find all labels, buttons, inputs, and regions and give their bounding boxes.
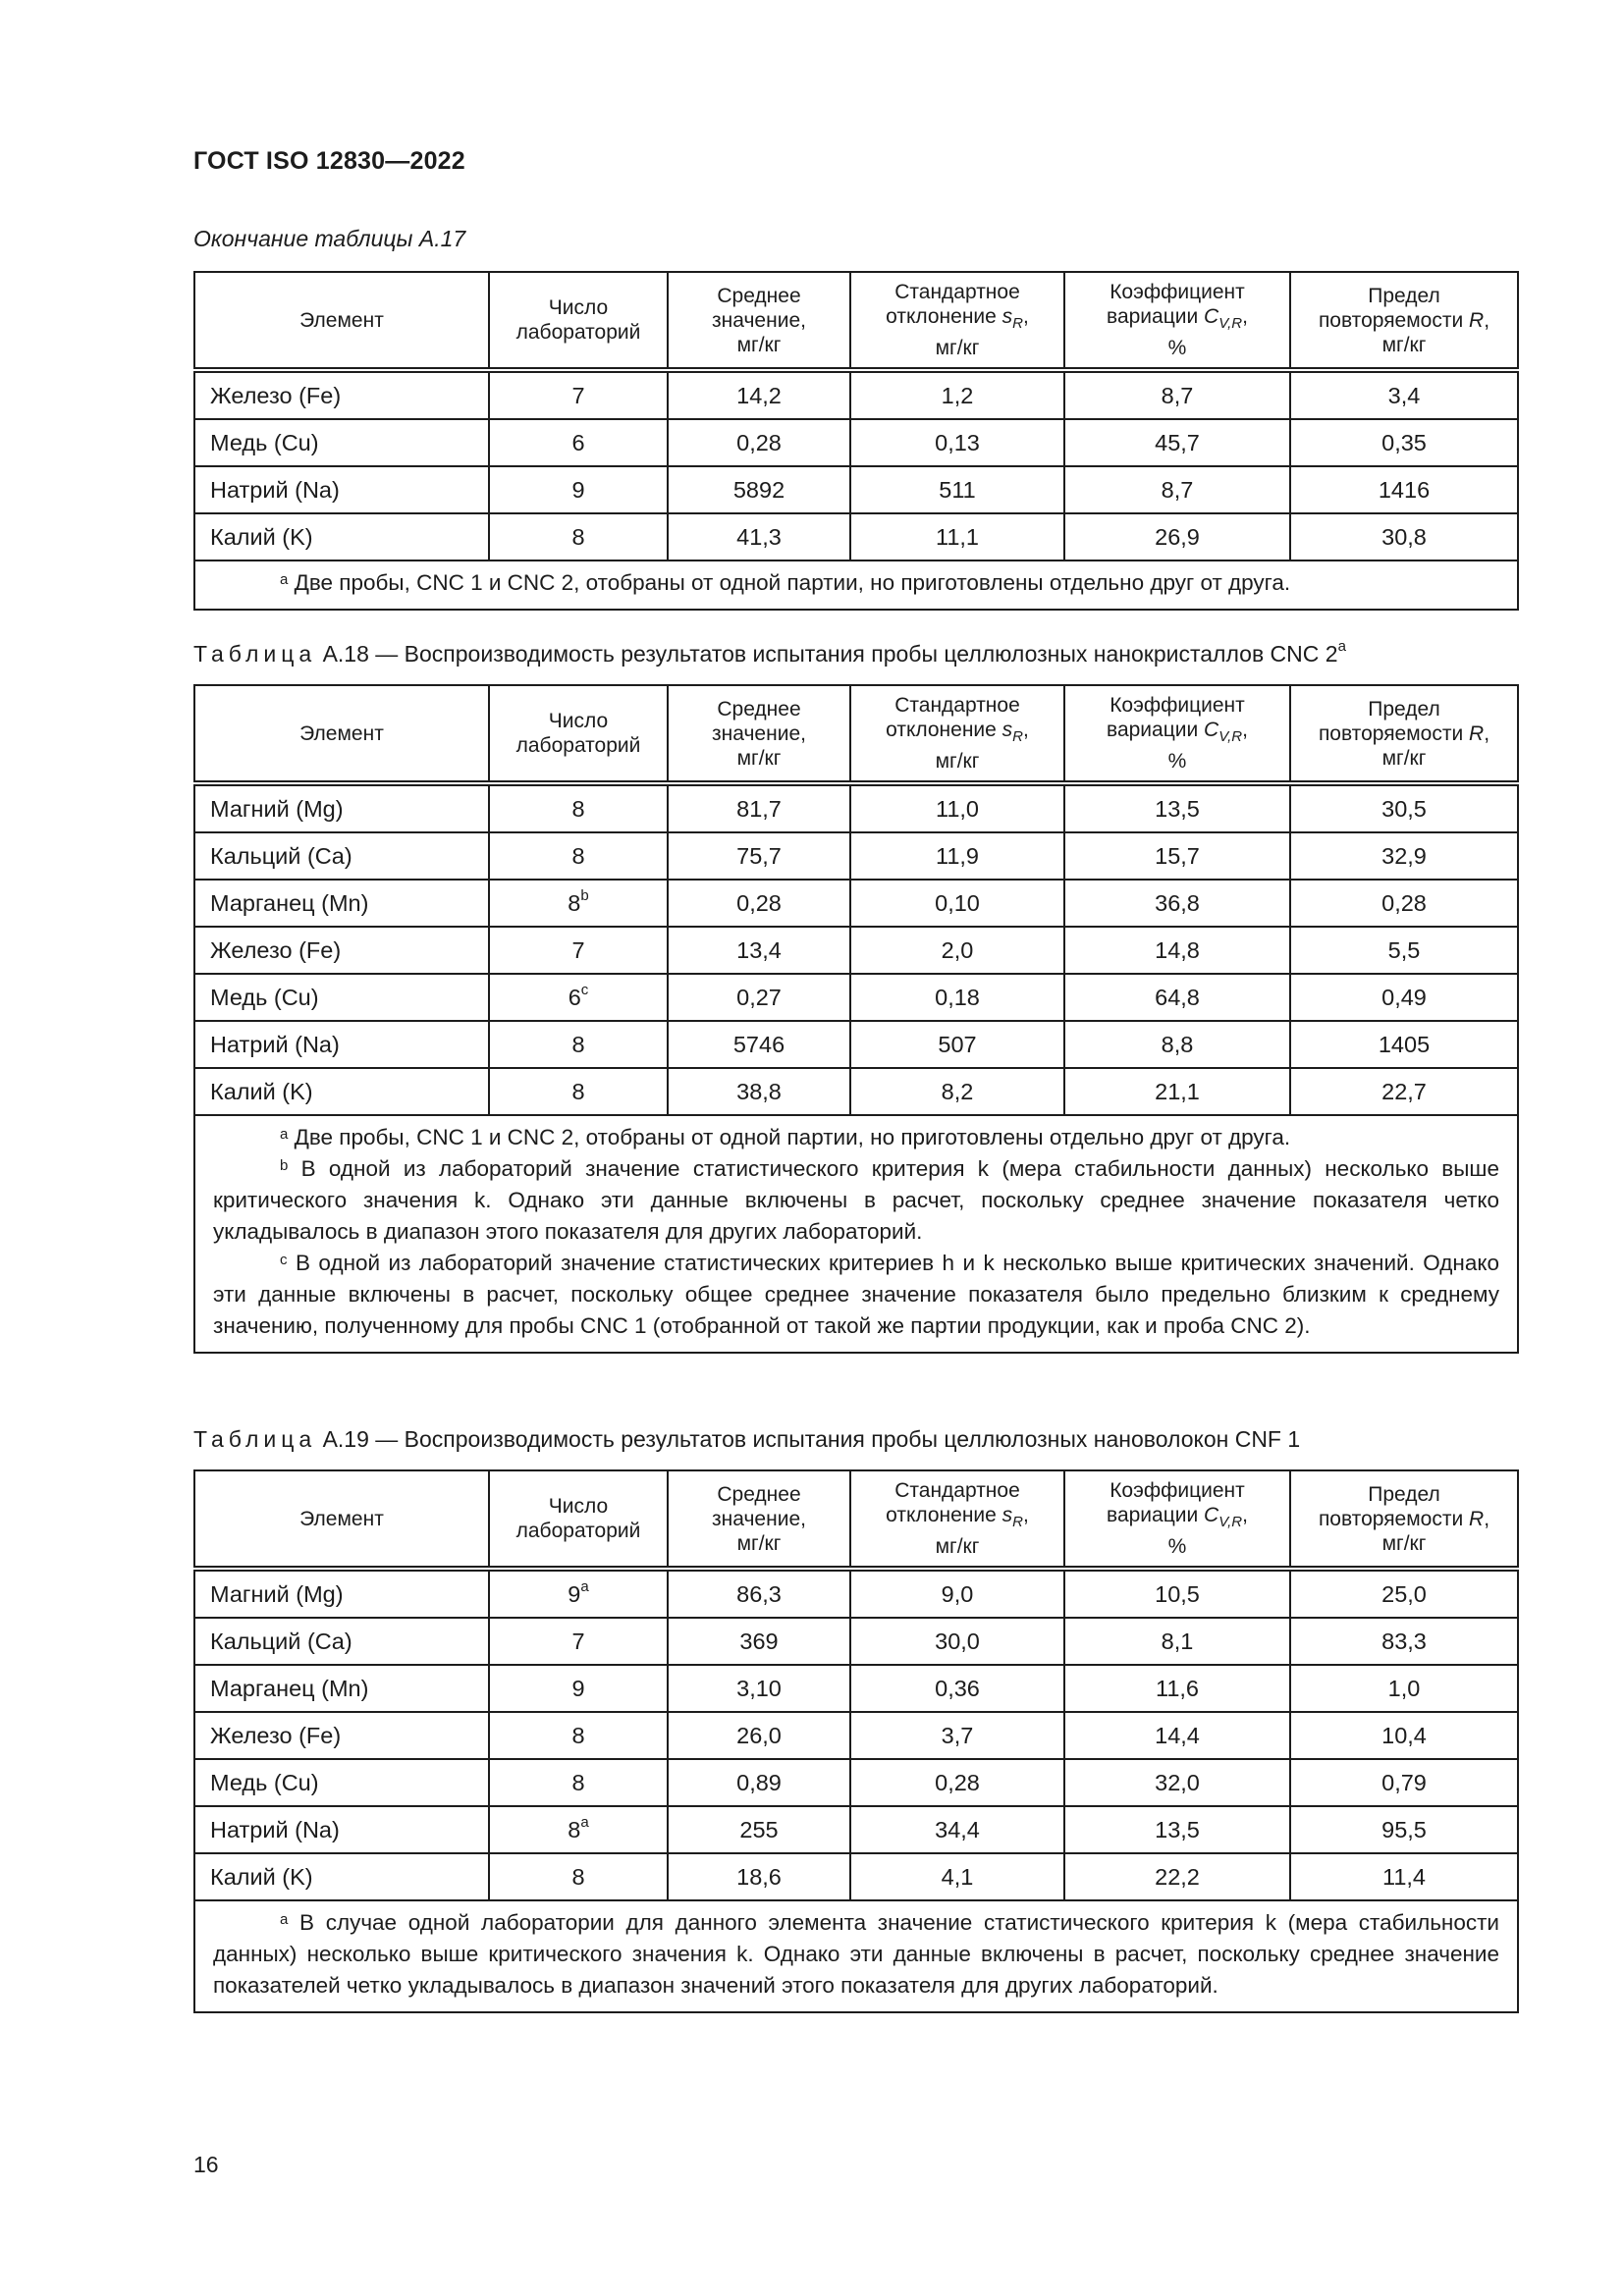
- cell-sd: 34,4: [850, 1806, 1064, 1853]
- col-labs: [489, 685, 668, 783]
- col-element: [194, 685, 489, 783]
- col-rep: [1290, 272, 1518, 370]
- cell-labs: [489, 466, 668, 513]
- labs-value: 8: [571, 523, 585, 550]
- col-label: Число: [548, 296, 609, 319]
- col-label: %: [1167, 337, 1187, 360]
- cell-sd: 9,0: [850, 1569, 1064, 1618]
- col-label: ,: [1023, 1503, 1029, 1526]
- col-label: отклонение: [886, 1503, 1002, 1526]
- col-label: ,: [1023, 304, 1029, 328]
- footnote: [213, 1122, 1499, 1153]
- col-label: вариации: [1107, 718, 1205, 741]
- cell-sd: 0,36: [850, 1665, 1064, 1712]
- col-label: Среднее: [717, 284, 801, 307]
- col-label: ,: [1242, 718, 1248, 741]
- cell-mean: 75,7: [668, 832, 850, 880]
- footnote: [213, 1153, 1499, 1248]
- labs-value: 8: [571, 1722, 585, 1748]
- cell-sd: 507: [850, 1021, 1064, 1068]
- labs-value: 7: [571, 1628, 585, 1654]
- footnote-text: В одной из лабораторий значение статистических критериев h и k несколько выше критических значений. Однако эти данные включены в расчет, поскольку общее среднее значение показателя было предельно близким к среднему значению, полученному для пробы CNC 1 (отобранной от такой же партии продукции, как и проба CNC 2).: [213, 1251, 1499, 1338]
- cell-mean: 0,89: [668, 1759, 850, 1806]
- col-label: мг/кг: [736, 333, 782, 356]
- cell-mean: 3,10: [668, 1665, 850, 1712]
- col-symbol: s: [1001, 1503, 1013, 1526]
- cell-element: Медь (Cu): [194, 1759, 489, 1806]
- col-symbol: R: [1469, 1507, 1485, 1530]
- header-row: [194, 272, 1518, 370]
- table-a19: [193, 1469, 1519, 2013]
- cell-sd: 11,1: [850, 513, 1064, 561]
- cell-element: Железо (Fe): [194, 927, 489, 974]
- footnote: [213, 1248, 1499, 1342]
- table-a17: [193, 271, 1519, 611]
- notes-row: [194, 1900, 1518, 2012]
- cell-cv: 22,2: [1064, 1853, 1290, 1900]
- labs-value: 7: [571, 936, 585, 963]
- cell-sd: 3,7: [850, 1712, 1064, 1759]
- col-label: вариации: [1107, 1503, 1205, 1526]
- cell-labs: [489, 370, 668, 419]
- cell-sd: 30,0: [850, 1618, 1064, 1665]
- cell-cv: 8,8: [1064, 1021, 1290, 1068]
- col-subscript: V,R: [1218, 315, 1243, 333]
- col-subscript: R: [1012, 1514, 1024, 1531]
- cell-sd: 0,18: [850, 974, 1064, 1021]
- col-label: мг/кг: [1381, 746, 1427, 770]
- footnote-mark: b: [280, 1157, 289, 1174]
- col-label: повторяемости: [1318, 308, 1470, 332]
- footnote-mark: b: [580, 886, 589, 904]
- labs-value: 8: [571, 1769, 585, 1795]
- col-label: Коэффициент: [1110, 280, 1245, 303]
- col-subscript: V,R: [1218, 1514, 1243, 1531]
- col-label: мг/кг: [1381, 333, 1427, 356]
- notes-row: [194, 561, 1518, 610]
- cell-element: Магний (Mg): [194, 783, 489, 832]
- footnote-text: В одной из лабораторий значение статистического критерия k (мера стабильности данных) несколько выше критического значения k. Однако эти данные включены в расчет, поскольку среднее значение показателя четко укладывалось в диапазон этого показателя для других лабораторий.: [213, 1156, 1499, 1244]
- cell-mean: 81,7: [668, 783, 850, 832]
- col-label: значение,: [712, 308, 806, 332]
- cell-rep: 1416: [1290, 466, 1518, 513]
- cell-element: Натрий (Na): [194, 466, 489, 513]
- cell-cv: 15,7: [1064, 832, 1290, 880]
- col-label: Предел: [1368, 284, 1440, 307]
- labs-value: 8: [571, 842, 585, 869]
- cell-element: Кальций (Ca): [194, 832, 489, 880]
- cell-mean: 0,28: [668, 880, 850, 927]
- cell-element: Медь (Cu): [194, 419, 489, 466]
- col-label: повторяемости: [1318, 1507, 1470, 1530]
- footnote: [213, 567, 1499, 599]
- table-row: [194, 1853, 1518, 1900]
- col-label: Среднее: [717, 697, 801, 721]
- table-row: [194, 1806, 1518, 1853]
- cell-rep: 0,79: [1290, 1759, 1518, 1806]
- col-cv: [1064, 272, 1290, 370]
- col-rep: [1290, 1470, 1518, 1569]
- cell-labs: [489, 1853, 668, 1900]
- cell-rep: 30,8: [1290, 513, 1518, 561]
- table-row: [194, 927, 1518, 974]
- cell-mean: 41,3: [668, 513, 850, 561]
- col-rep: [1290, 685, 1518, 783]
- cell-rep: 0,28: [1290, 880, 1518, 927]
- cell-cv: 13,5: [1064, 783, 1290, 832]
- labs-value: 8: [571, 795, 585, 822]
- footnote-mark: a: [580, 1813, 589, 1831]
- cell-cv: 64,8: [1064, 974, 1290, 1021]
- cell-sd: 0,10: [850, 880, 1064, 927]
- col-label: Стандартное: [894, 280, 1020, 303]
- labs-value: 9: [568, 1580, 581, 1607]
- cell-rep: 5,5: [1290, 927, 1518, 974]
- col-label: лабораторий: [515, 321, 641, 344]
- header-row: [194, 1470, 1518, 1569]
- cell-labs: [489, 1712, 668, 1759]
- cell-rep: 1405: [1290, 1021, 1518, 1068]
- table-row: [194, 832, 1518, 880]
- cell-rep: 0,35: [1290, 419, 1518, 466]
- cell-sd: 511: [850, 466, 1064, 513]
- footnote-mark: a: [580, 1577, 589, 1595]
- cell-mean: 13,4: [668, 927, 850, 974]
- cell-sd: 4,1: [850, 1853, 1064, 1900]
- cell-labs: [489, 1665, 668, 1712]
- page-number: 16: [193, 2152, 219, 2177]
- cell-labs: [489, 513, 668, 561]
- cell-mean: 369: [668, 1618, 850, 1665]
- col-label: мг/кг: [1381, 1531, 1427, 1555]
- footnotes: [194, 1900, 1518, 2012]
- col-subscript: R: [1012, 728, 1024, 746]
- col-symbol: R: [1469, 308, 1485, 332]
- header-row: [194, 685, 1518, 783]
- col-subscript: V,R: [1218, 728, 1243, 746]
- cell-cv: 11,6: [1064, 1665, 1290, 1712]
- labs-value: 8: [571, 1031, 585, 1057]
- col-label: %: [1167, 750, 1187, 774]
- col-label: ,: [1023, 718, 1029, 741]
- cell-element: Калий (K): [194, 513, 489, 561]
- col-subscript: R: [1012, 315, 1024, 333]
- cell-cv: 8,7: [1064, 370, 1290, 419]
- cell-mean: 5746: [668, 1021, 850, 1068]
- col-symbol: C: [1204, 718, 1219, 741]
- col-element: [194, 1470, 489, 1569]
- cell-rep: 3,4: [1290, 370, 1518, 419]
- cell-sd: 8,2: [850, 1068, 1064, 1115]
- col-label: лабораторий: [515, 734, 641, 757]
- footnotes: [194, 561, 1518, 610]
- col-label: повторяемости: [1318, 721, 1470, 745]
- labs-value: 8: [568, 1816, 581, 1842]
- cell-labs: [489, 1618, 668, 1665]
- caption-footnote-mark: a: [1337, 638, 1346, 655]
- col-cv: [1064, 1470, 1290, 1569]
- col-label: ,: [1242, 304, 1248, 328]
- cell-cv: 8,1: [1064, 1618, 1290, 1665]
- col-label: ,: [1484, 721, 1490, 745]
- cell-labs: [489, 974, 668, 1021]
- col-label: Элемент: [299, 308, 384, 332]
- table-row: [194, 1712, 1518, 1759]
- cell-labs: [489, 1021, 668, 1068]
- cell-mean: 14,2: [668, 370, 850, 419]
- table-row: [194, 1665, 1518, 1712]
- cell-mean: 86,3: [668, 1569, 850, 1618]
- table-row: [194, 1759, 1518, 1806]
- footnote-text: Две пробы, CNC 1 и CNC 2, отобраны от одной партии, но приготовлены отдельно друг от друга.: [288, 570, 1291, 595]
- table-row: [194, 783, 1518, 832]
- cell-sd: 11,0: [850, 783, 1064, 832]
- col-label: Элемент: [299, 721, 384, 745]
- cell-cv: 26,9: [1064, 513, 1290, 561]
- footnote-mark: c: [580, 981, 589, 998]
- cell-element: Магний (Mg): [194, 1569, 489, 1618]
- cell-labs: [489, 1759, 668, 1806]
- cell-rep: 22,7: [1290, 1068, 1518, 1115]
- col-sd: [850, 272, 1064, 370]
- cell-element: Калий (K): [194, 1068, 489, 1115]
- cell-element: Медь (Cu): [194, 974, 489, 1021]
- cell-mean: 0,27: [668, 974, 850, 1021]
- cell-element: Марганец (Mn): [194, 1665, 489, 1712]
- caption-word: Таблица: [193, 641, 317, 667]
- col-sd: [850, 685, 1064, 783]
- table-row: [194, 370, 1518, 419]
- col-label: ,: [1242, 1503, 1248, 1526]
- caption-text: А.18 — Воспроизводимость результатов испытания пробы целлюлозных нанокристаллов CNC 2: [316, 641, 1338, 667]
- cell-labs: [489, 1569, 668, 1618]
- col-cv: [1064, 685, 1290, 783]
- cell-cv: 14,4: [1064, 1712, 1290, 1759]
- cell-cv: 45,7: [1064, 419, 1290, 466]
- table-row: [194, 466, 1518, 513]
- table-a18-caption: [193, 638, 1346, 667]
- col-sd: [850, 1470, 1064, 1569]
- cell-labs: [489, 927, 668, 974]
- cell-mean: 255: [668, 1806, 850, 1853]
- col-label: мг/кг: [736, 746, 782, 770]
- col-label: Элемент: [299, 1507, 384, 1530]
- col-label: Предел: [1368, 1482, 1440, 1506]
- col-symbol: R: [1469, 721, 1485, 745]
- labs-value: 8: [571, 1863, 585, 1890]
- labs-value: 7: [571, 382, 585, 408]
- table-a19-caption: [193, 1426, 1300, 1453]
- col-label: лабораторий: [515, 1520, 641, 1542]
- cell-element: Железо (Fe): [194, 1712, 489, 1759]
- table-row: [194, 513, 1518, 561]
- labs-value: 6: [568, 984, 581, 1010]
- cell-mean: 18,6: [668, 1853, 850, 1900]
- col-label: Стандартное: [894, 1478, 1020, 1502]
- col-label: мг/кг: [935, 750, 980, 774]
- cell-labs: [489, 880, 668, 927]
- cell-sd: 0,13: [850, 419, 1064, 466]
- col-label: мг/кг: [935, 337, 980, 360]
- cell-cv: 10,5: [1064, 1569, 1290, 1618]
- cell-rep: 95,5: [1290, 1806, 1518, 1853]
- col-labs: [489, 272, 668, 370]
- labs-value: 8: [568, 889, 581, 916]
- cell-sd: 1,2: [850, 370, 1064, 419]
- cell-mean: 26,0: [668, 1712, 850, 1759]
- cell-rep: 32,9: [1290, 832, 1518, 880]
- col-label: Число: [548, 1495, 609, 1518]
- cell-rep: 30,5: [1290, 783, 1518, 832]
- table-row: [194, 1569, 1518, 1618]
- footnote-mark: a: [280, 571, 289, 588]
- cell-element: Марганец (Mn): [194, 880, 489, 927]
- cell-sd: 11,9: [850, 832, 1064, 880]
- table-row: [194, 974, 1518, 1021]
- table-row: [194, 880, 1518, 927]
- cell-sd: 2,0: [850, 927, 1064, 974]
- labs-value: 8: [571, 1078, 585, 1104]
- col-symbol: C: [1204, 1503, 1219, 1526]
- footnote: [213, 1907, 1499, 2002]
- col-label: Среднее: [717, 1482, 801, 1506]
- labs-value: 9: [571, 476, 585, 503]
- cell-mean: 5892: [668, 466, 850, 513]
- col-label: отклонение: [886, 304, 1002, 328]
- labs-value: 9: [571, 1675, 585, 1701]
- cell-element: Натрий (Na): [194, 1806, 489, 1853]
- cell-cv: 36,8: [1064, 880, 1290, 927]
- col-symbol: s: [1001, 304, 1013, 328]
- col-label: отклонение: [886, 718, 1002, 741]
- cell-labs: [489, 832, 668, 880]
- cell-rep: 10,4: [1290, 1712, 1518, 1759]
- footnote-mark: a: [280, 1126, 289, 1143]
- cell-rep: 0,49: [1290, 974, 1518, 1021]
- cell-rep: 25,0: [1290, 1569, 1518, 1618]
- document-header: ГОСТ ISO 12830—2022: [193, 147, 465, 175]
- cell-labs: [489, 783, 668, 832]
- cell-rep: 1,0: [1290, 1665, 1518, 1712]
- col-label: мг/кг: [736, 1531, 782, 1555]
- table-a18: [193, 684, 1519, 1354]
- cell-mean: 0,28: [668, 419, 850, 466]
- cell-cv: 14,8: [1064, 927, 1290, 974]
- footnotes: [194, 1115, 1518, 1353]
- cell-mean: 38,8: [668, 1068, 850, 1115]
- cell-element: Калий (K): [194, 1853, 489, 1900]
- col-label: Предел: [1368, 697, 1440, 721]
- col-label: ,: [1484, 308, 1490, 332]
- col-label: значение,: [712, 1507, 806, 1530]
- cell-cv: 21,1: [1064, 1068, 1290, 1115]
- footnote-text: В случае одной лаборатории для данного элемента значение статистического критерия k (мера стабильности данных) несколько выше критического значения k. Однако эти данные включены в расчет, поскольку среднее значение показателей четко укладывалось в диапазон значений этого показателя для других лабораторий.: [213, 1910, 1499, 1998]
- col-mean: [668, 1470, 850, 1569]
- cell-labs: [489, 1068, 668, 1115]
- footnote-mark: a: [280, 1911, 289, 1928]
- col-label: ,: [1484, 1507, 1490, 1530]
- table-a17-caption: Окончание таблицы А.17: [193, 226, 466, 251]
- col-label: мг/кг: [935, 1535, 980, 1559]
- col-label: %: [1167, 1535, 1187, 1559]
- col-label: Коэффициент: [1110, 1478, 1245, 1502]
- cell-cv: 8,7: [1064, 466, 1290, 513]
- table-row: [194, 1068, 1518, 1115]
- table-row: [194, 1618, 1518, 1665]
- cell-labs: [489, 1806, 668, 1853]
- cell-element: Натрий (Na): [194, 1021, 489, 1068]
- cell-cv: 32,0: [1064, 1759, 1290, 1806]
- cell-element: Железо (Fe): [194, 370, 489, 419]
- col-label: значение,: [712, 721, 806, 745]
- col-labs: [489, 1470, 668, 1569]
- col-symbol: C: [1204, 304, 1219, 328]
- caption-text: А.19 — Воспроизводимость результатов испытания пробы целлюлозных нановолокон CNF 1: [316, 1426, 1301, 1452]
- footnote-text: Две пробы, CNC 1 и CNC 2, отобраны от одной партии, но приготовлены отдельно друг от друга.: [288, 1125, 1291, 1149]
- table-row: [194, 1021, 1518, 1068]
- cell-cv: 13,5: [1064, 1806, 1290, 1853]
- cell-element: Кальций (Ca): [194, 1618, 489, 1665]
- notes-row: [194, 1115, 1518, 1353]
- labs-value: 6: [571, 429, 585, 455]
- col-mean: [668, 685, 850, 783]
- cell-sd: 0,28: [850, 1759, 1064, 1806]
- col-label: вариации: [1107, 304, 1205, 328]
- col-element: [194, 272, 489, 370]
- cell-rep: 83,3: [1290, 1618, 1518, 1665]
- caption-word: Таблица: [193, 1426, 317, 1452]
- cell-labs: [489, 419, 668, 466]
- col-mean: [668, 272, 850, 370]
- col-label: Число: [548, 710, 609, 732]
- table-row: [194, 419, 1518, 466]
- footnote-mark: c: [280, 1252, 288, 1268]
- col-label: Стандартное: [894, 693, 1020, 717]
- col-label: Коэффициент: [1110, 693, 1245, 717]
- col-symbol: s: [1001, 718, 1013, 741]
- cell-rep: 11,4: [1290, 1853, 1518, 1900]
